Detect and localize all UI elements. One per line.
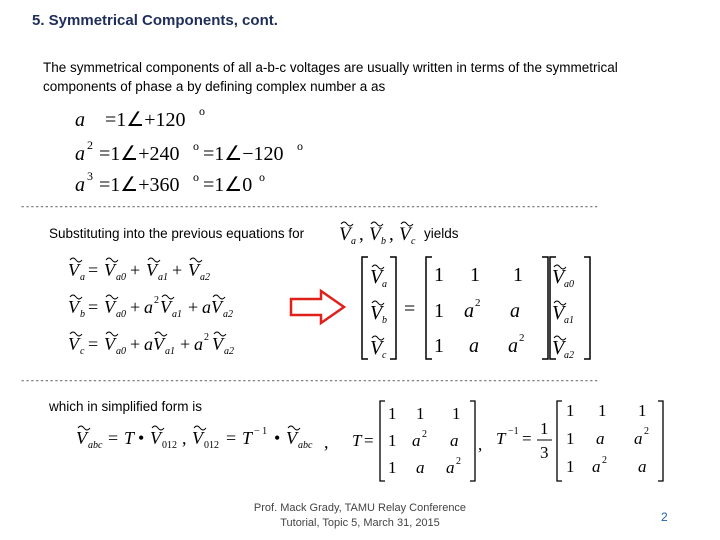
svg-text:a: a: [592, 457, 601, 476]
svg-text:− 1: − 1: [254, 426, 268, 437]
svg-text:a1: a1: [172, 309, 182, 320]
svg-text:=: =: [88, 334, 99, 354]
svg-text:a0: a0: [564, 279, 574, 290]
footer-credit: [235, 501, 485, 531]
svg-text:V: V: [150, 428, 161, 448]
svg-text:2: 2: [422, 429, 427, 440]
svg-text:a: a: [382, 279, 387, 290]
def-line-3: a: [75, 174, 85, 196]
svg-text:1: 1: [388, 458, 397, 477]
svg-text:a1: a1: [165, 346, 175, 357]
svg-text:V: V: [146, 260, 157, 280]
svg-text:a: a: [469, 335, 479, 357]
svg-text:,: ,: [324, 432, 329, 452]
svg-text:=1∠+360: =1∠+360: [99, 174, 180, 196]
matrix-equation: [358, 255, 598, 363]
svg-text:V: V: [76, 428, 87, 448]
svg-text:V: V: [104, 260, 115, 280]
svg-text:a0: a0: [116, 309, 126, 320]
svg-text:a2: a2: [223, 309, 233, 320]
svg-text:=1∠0: =1∠0: [203, 174, 253, 196]
right-arrow-icon: [288, 288, 348, 328]
svg-text:3: 3: [87, 169, 93, 183]
svg-text:a: a: [508, 335, 518, 357]
svg-text:2: 2: [519, 332, 525, 344]
svg-text:a: a: [450, 431, 459, 450]
svg-text:2: 2: [154, 295, 159, 306]
svg-text:2: 2: [456, 456, 461, 467]
svg-text:abc: abc: [88, 440, 103, 451]
svg-text:1: 1: [452, 404, 461, 423]
t-matrix: [350, 398, 485, 484]
svg-text:1: 1: [566, 401, 575, 420]
svg-text:a: a: [144, 297, 153, 317]
svg-text:=: =: [88, 297, 99, 317]
separator-2: ------------------------------------------------------------------------------------------------------------------------: [20, 376, 599, 386]
svg-text:=1∠+120: =1∠+120: [105, 109, 186, 131]
svg-text:a: a: [634, 429, 643, 448]
svg-text:V: V: [370, 266, 383, 288]
svg-text:=: =: [364, 431, 374, 450]
svg-text:,: ,: [389, 224, 394, 245]
svg-text:1: 1: [388, 404, 397, 423]
svg-text:a: a: [194, 334, 203, 354]
svg-text:,: ,: [359, 224, 364, 245]
simplified-equation: [70, 418, 350, 458]
svg-text:=: =: [88, 260, 99, 280]
svg-text:a: a: [464, 300, 474, 322]
svg-text:V: V: [370, 302, 383, 324]
svg-text:1: 1: [513, 264, 523, 286]
svg-text:V: V: [552, 302, 565, 324]
svg-text:+: +: [130, 334, 141, 354]
svg-text:1: 1: [638, 401, 647, 420]
svg-text:o: o: [199, 104, 205, 118]
svg-text:012: 012: [162, 440, 177, 451]
svg-text:a: a: [412, 431, 421, 450]
svg-text:V: V: [369, 224, 381, 245]
svg-text:a: a: [638, 457, 647, 476]
svg-text:b: b: [381, 236, 386, 246]
svg-text:1: 1: [416, 404, 425, 423]
svg-text:a: a: [416, 458, 425, 477]
svg-text:V: V: [286, 428, 297, 448]
svg-text:V: V: [160, 297, 171, 317]
svg-text:V: V: [552, 266, 565, 288]
svg-text:a: a: [510, 300, 520, 322]
def-line-2: a: [75, 143, 85, 165]
svg-text:o: o: [193, 139, 199, 153]
svg-text:1: 1: [434, 300, 444, 322]
svg-text:2: 2: [602, 455, 607, 466]
svg-text:b: b: [80, 309, 85, 320]
svg-text:V: V: [188, 260, 199, 280]
svg-text:=1∠−120: =1∠−120: [203, 143, 284, 165]
svg-text:T: T: [352, 431, 362, 450]
svg-text:a1: a1: [564, 315, 574, 326]
substituting-text: Substituting into the previous equations for: [49, 226, 305, 241]
svg-text:a0: a0: [116, 272, 126, 283]
intro-paragraph: The symmetrical components of all a-b-c voltages are usually written in terms of the symmetrical components of phase a by defining complex number a as: [43, 60, 618, 94]
svg-text:3: 3: [540, 443, 549, 462]
slide-title: 5. Symmetrical Components, cont.: [32, 12, 278, 29]
svg-text:1: 1: [566, 457, 575, 476]
svg-text:2: 2: [475, 297, 481, 309]
footer-line-1: Prof. Mack Grady, TAMU Relay Conference: [253, 502, 467, 514]
svg-text:+: +: [130, 260, 141, 280]
svg-text:a: a: [351, 236, 356, 246]
svg-text:1: 1: [434, 264, 444, 286]
svg-text:+: +: [172, 260, 183, 280]
svg-text:1: 1: [566, 429, 575, 448]
svg-text:c: c: [382, 350, 387, 361]
svg-text:+: +: [180, 334, 191, 354]
svg-text:,: ,: [182, 428, 187, 448]
svg-text:=: =: [226, 428, 237, 448]
svg-text:a2: a2: [564, 350, 574, 361]
phase-equations: [64, 250, 284, 365]
svg-text:a2: a2: [200, 272, 210, 283]
svg-text:a: a: [144, 334, 153, 354]
svg-text:V: V: [552, 337, 565, 359]
a-definitions: [65, 100, 345, 198]
svg-text:1: 1: [470, 264, 480, 286]
svg-text:T: T: [242, 428, 253, 448]
svg-text:V: V: [192, 428, 203, 448]
svg-text:V: V: [68, 334, 79, 354]
svg-text:1: 1: [598, 401, 607, 420]
svg-text:2: 2: [87, 138, 93, 152]
svg-text:1: 1: [540, 419, 549, 438]
svg-text:V: V: [104, 297, 115, 317]
svg-text:•: •: [274, 428, 281, 448]
svg-text:a: a: [80, 272, 85, 283]
svg-text:•: •: [138, 428, 145, 448]
svg-text:,: ,: [478, 435, 483, 454]
svg-text:a0: a0: [116, 346, 126, 357]
svg-text:=: =: [522, 429, 532, 448]
svg-text:+: +: [188, 297, 199, 317]
svg-text:V: V: [68, 260, 79, 280]
svg-text:V: V: [399, 224, 411, 245]
svg-text:V: V: [211, 297, 222, 317]
svg-text:−1: −1: [508, 426, 519, 437]
svg-text:c: c: [411, 236, 416, 246]
svg-text:a: a: [446, 458, 455, 477]
svg-text:=1∠+240: =1∠+240: [99, 143, 180, 165]
svg-text:a1: a1: [158, 272, 168, 283]
simplified-text: which in simplified form is: [49, 399, 203, 414]
svg-text:V: V: [212, 334, 223, 354]
svg-text:T: T: [496, 429, 506, 448]
svg-text:o: o: [259, 170, 265, 184]
svg-text:V: V: [104, 334, 115, 354]
svg-text:o: o: [297, 139, 303, 153]
svg-text:012: 012: [204, 440, 219, 451]
svg-text:T: T: [124, 428, 135, 448]
svg-text:o: o: [193, 170, 199, 184]
svg-text:+: +: [130, 297, 141, 317]
va-vb-vc-symbols: [337, 216, 427, 246]
svg-text:V: V: [339, 224, 351, 245]
svg-text:V: V: [370, 337, 383, 359]
svg-text:2: 2: [644, 426, 649, 437]
svg-text:a: a: [596, 429, 605, 448]
footer-line-2: Tutorial, Topic 5, March 31, 2015: [280, 517, 440, 529]
separator-1: ------------------------------------------------------------------------------------------------------------------------: [20, 202, 599, 212]
svg-text:=: =: [108, 428, 119, 448]
svg-text:a2: a2: [224, 346, 234, 357]
svg-text:2: 2: [204, 332, 209, 343]
svg-text:V: V: [153, 334, 164, 354]
svg-text:c: c: [80, 346, 85, 357]
t-inverse-matrix: [492, 398, 667, 484]
yields-text: yields: [424, 226, 459, 241]
svg-text:=: =: [404, 298, 416, 320]
def-line-1: a: [75, 109, 85, 131]
page-number: 2: [661, 510, 668, 524]
svg-text:abc: abc: [298, 440, 313, 451]
svg-text:V: V: [68, 297, 79, 317]
svg-text:1: 1: [434, 335, 444, 357]
svg-text:a: a: [202, 297, 211, 317]
svg-text:1: 1: [388, 431, 397, 450]
svg-text:b: b: [382, 315, 387, 326]
